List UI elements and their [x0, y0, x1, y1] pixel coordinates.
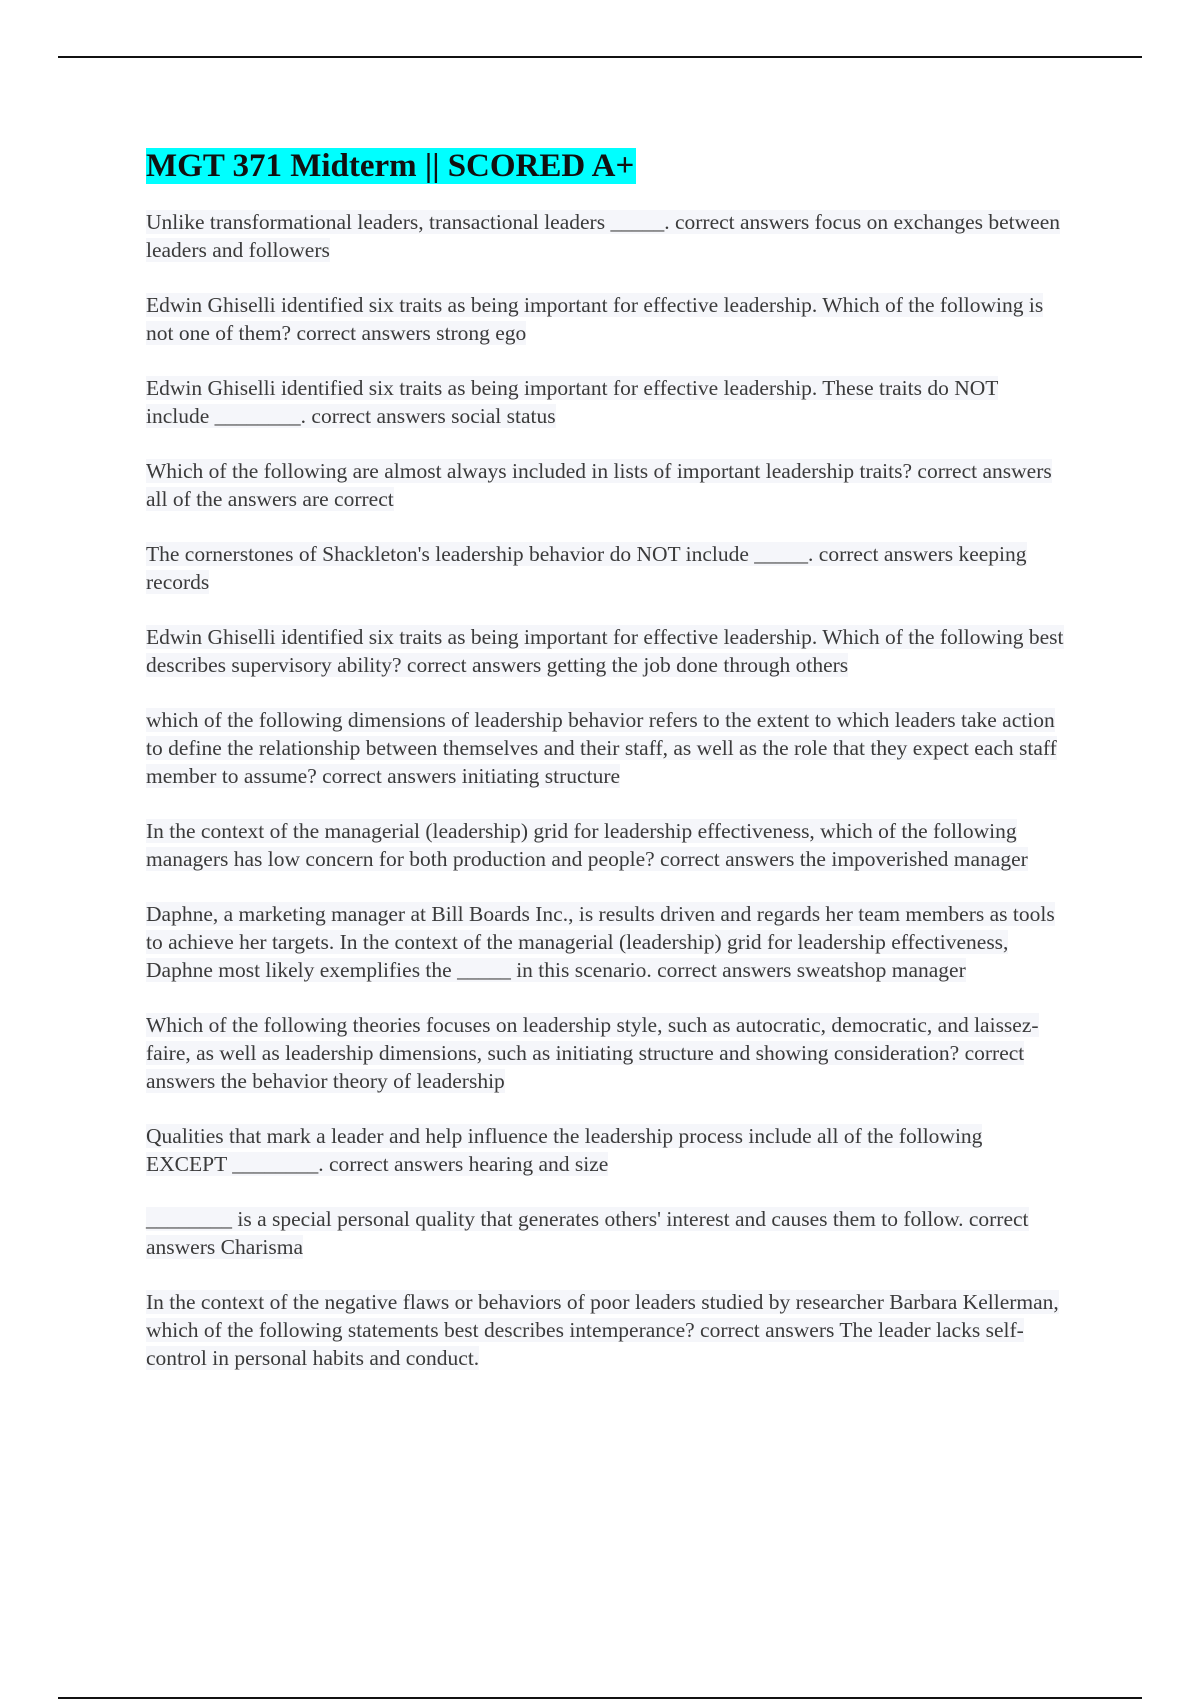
qa-item	[146, 900, 1066, 984]
qa-item	[146, 817, 1066, 873]
qa-item-text: Daphne, a marketing manager at Bill Boards Inc., is results driven and regards her team members as tools to achieve her targets. In the context of the managerial (leadership) grid for leadership effectiveness, Daphne most likely exemplifies the _____ in this scenario. correct answers sweatshop manager	[146, 902, 1055, 982]
top-rule	[58, 56, 1142, 58]
document-title	[146, 146, 1066, 186]
qa-item-text: The cornerstones of Shackleton's leadership behavior do NOT include _____. correct answers keeping records	[146, 542, 1027, 594]
qa-item-text: Edwin Ghiselli identified six traits as being important for effective leadership. These traits do NOT include ________. correct answers social status	[146, 376, 999, 428]
qa-item-text: which of the following dimensions of leadership behavior refers to the extent to which leaders take action to define the relationship between themselves and their staff, as well as the role that they expect each staff member to assume? correct answers initiating structure	[146, 708, 1057, 788]
qa-item-text: In the context of the negative flaws or behaviors of poor leaders studied by researcher Barbara Kellerman, which of the following statements best describes intemperance? correct answers The leader lacks self-control in personal habits and conduct.	[146, 1290, 1059, 1370]
qa-item	[146, 540, 1066, 596]
qa-item	[146, 706, 1066, 790]
qa-item	[146, 1288, 1066, 1372]
qa-item	[146, 1205, 1066, 1261]
qa-item	[146, 623, 1066, 679]
document-title-text: MGT 371 Midterm || SCORED A+	[146, 148, 635, 184]
bottom-rule	[58, 1697, 1142, 1699]
qa-item-text: Which of the following theories focuses on leadership style, such as autocratic, democratic, and laissez-faire, as well as leadership dimensions, such as initiating structure and showing consideration? correct answers the behavior theory of leadership	[146, 1013, 1039, 1093]
qa-item	[146, 1011, 1066, 1095]
qa-item	[146, 374, 1066, 430]
qa-item-text: Edwin Ghiselli identified six traits as being important for effective leadership. Which of the following is not one of them? correct answers strong ego	[146, 293, 1044, 345]
qa-item	[146, 457, 1066, 513]
qa-item-text: Edwin Ghiselli identified six traits as being important for effective leadership. Which of the following best describes supervisory ability? correct answers getting the job done through others	[146, 625, 1064, 677]
qa-list	[146, 208, 1066, 1372]
qa-item	[146, 1122, 1066, 1178]
qa-item-text: ________ is a special personal quality that generates others' interest and causes them to follow. correct answers Charisma	[146, 1207, 1029, 1259]
qa-item-text: In the context of the managerial (leadership) grid for leadership effectiveness, which of the following managers has low concern for both production and people? correct answers the impoverished manager	[146, 819, 1028, 871]
qa-item-text: Qualities that mark a leader and help influence the leadership process include all of the following EXCEPT ________. correct answers hearing and size	[146, 1124, 983, 1176]
qa-item-text: Which of the following are almost always included in lists of important leadership traits? correct answers all of the answers are correct	[146, 459, 1052, 511]
document-body	[146, 146, 1066, 1399]
qa-item	[146, 208, 1066, 264]
qa-item	[146, 291, 1066, 347]
qa-item-text: Unlike transformational leaders, transactional leaders _____. correct answers focus on exchanges between leaders and followers	[146, 210, 1060, 262]
